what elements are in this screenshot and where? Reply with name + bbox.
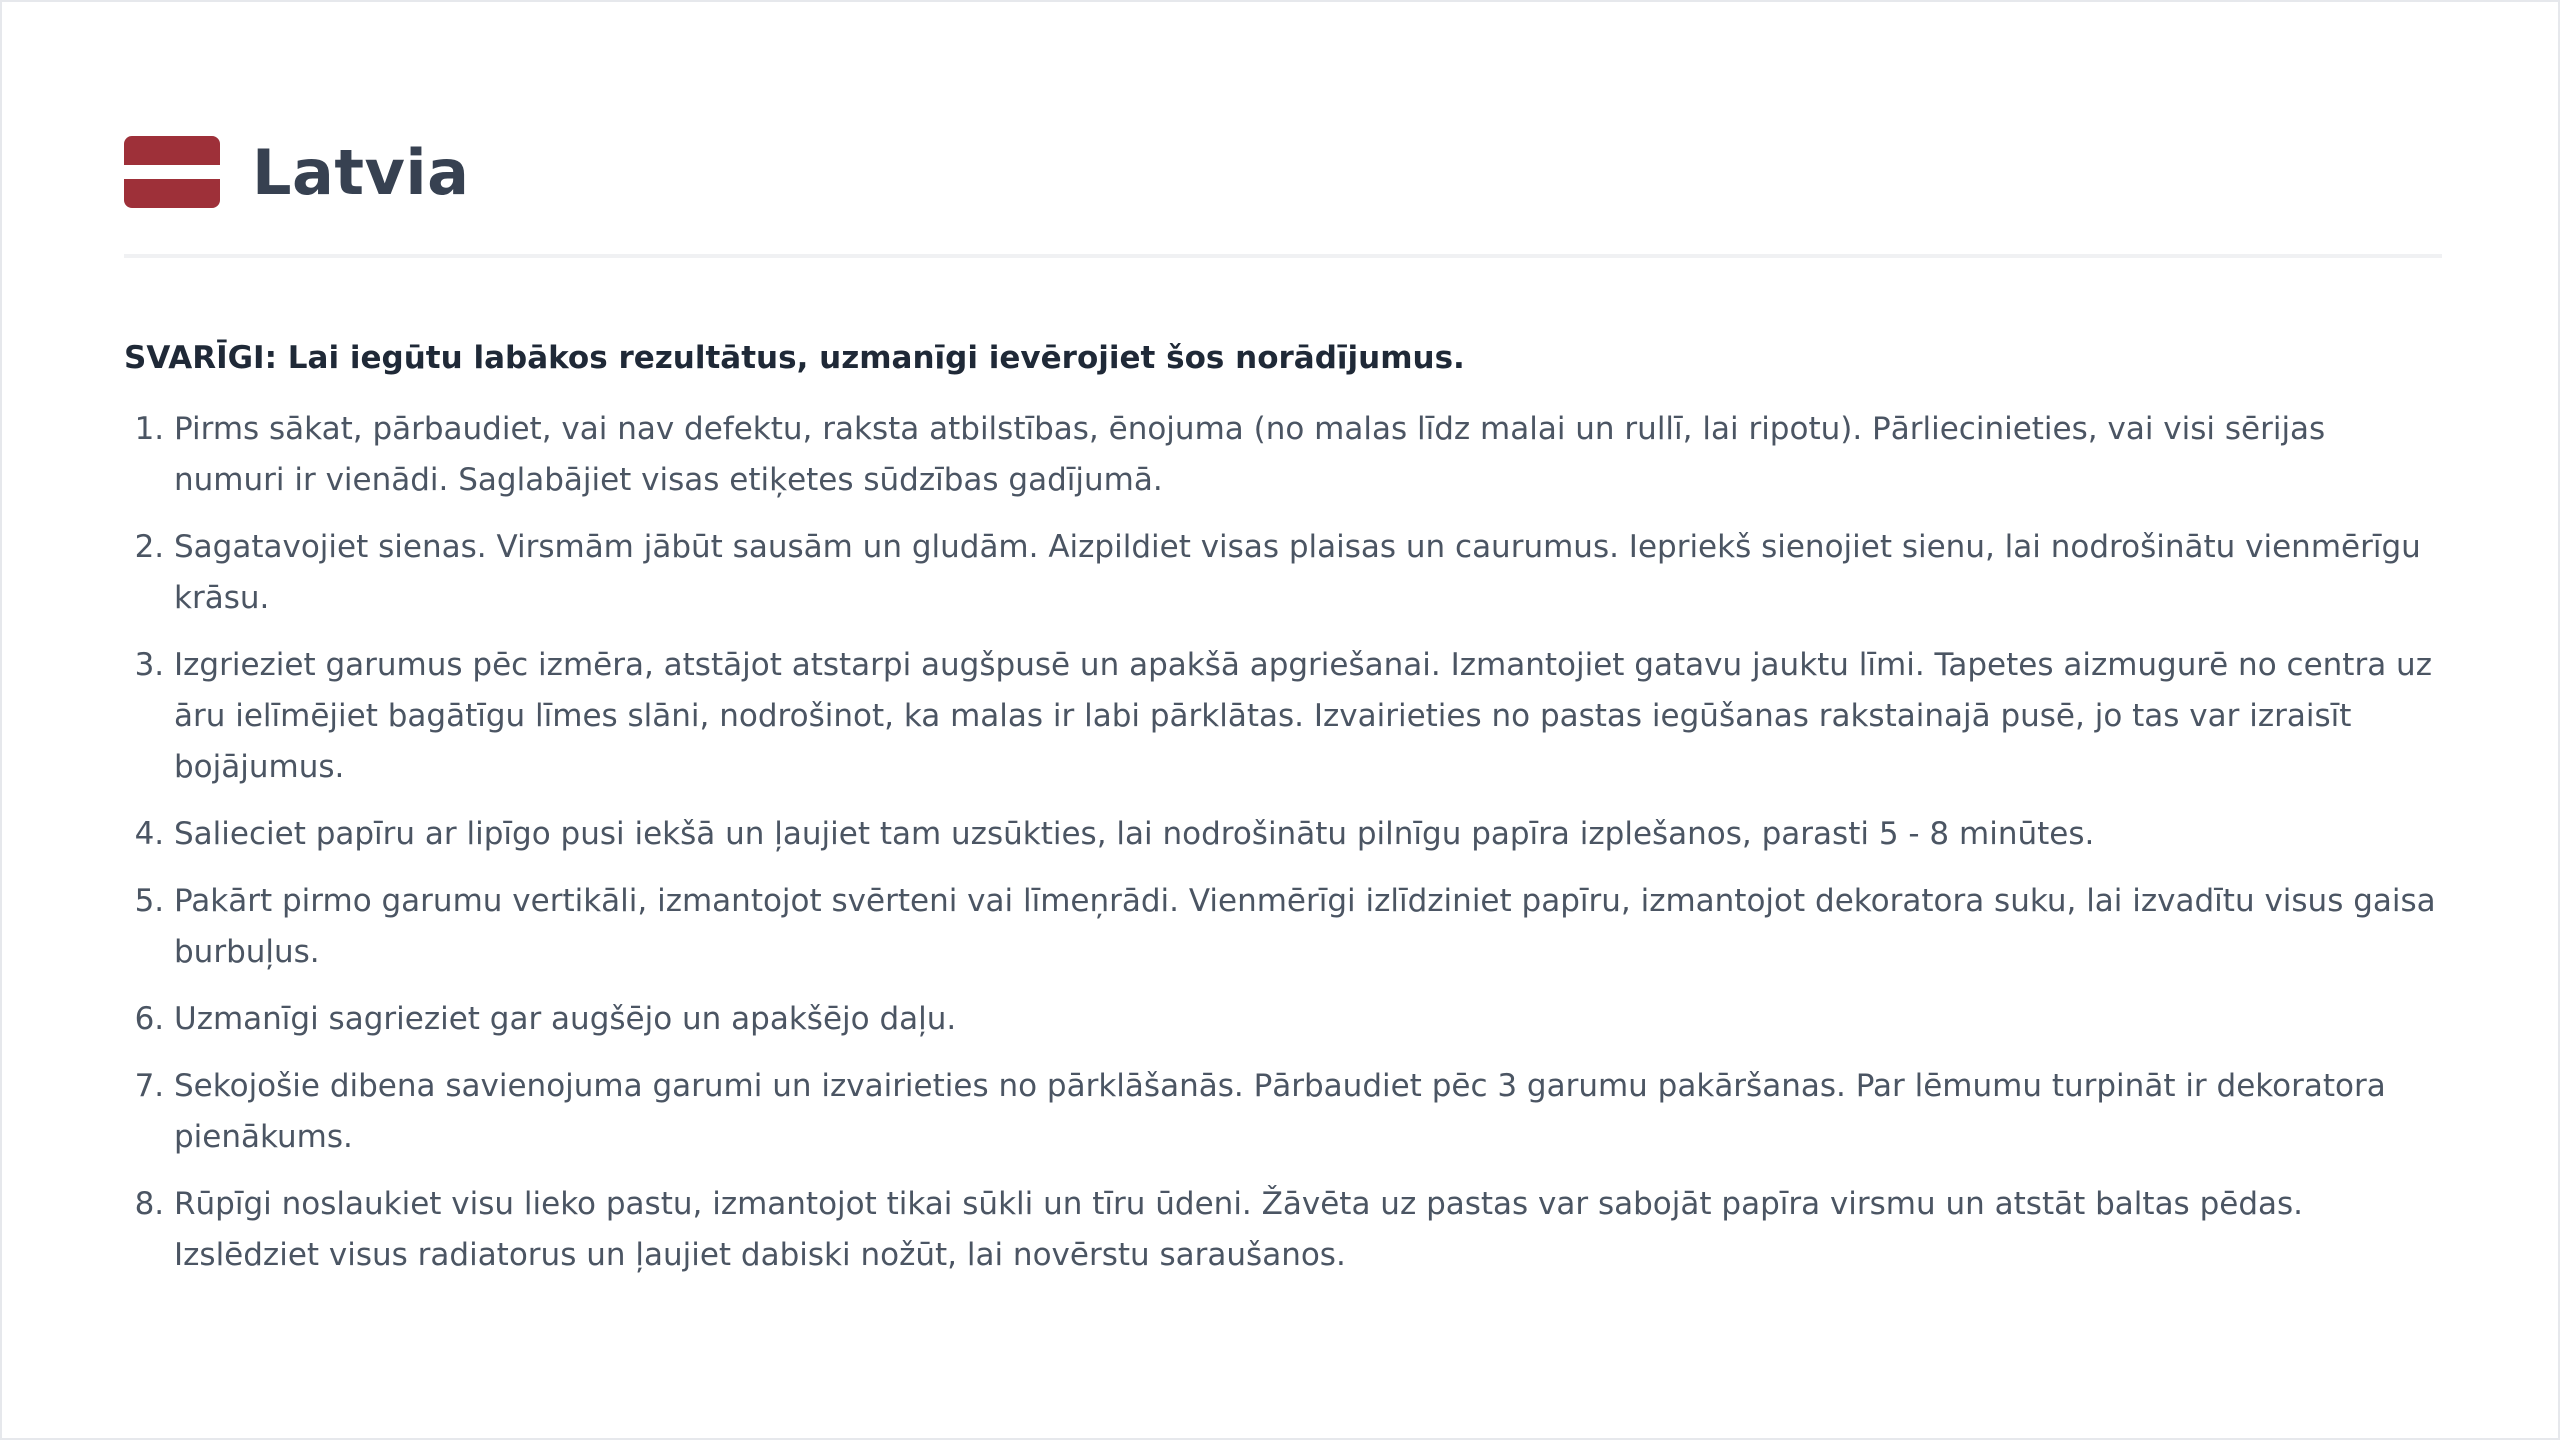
- step-item: 8. Rūpīgi noslaukiet visu lieko pastu, izmantojot tikai sūkli un tīru ūdeni. Žāvēta uz pastas var sabojāt papīra virsmu un atstāt baltas pēdas. Izslēdziet visus radiatorus un ļaujiet dabiski nožūt, lai novērstu saraušanos.: [174, 1179, 2442, 1281]
- step-item: 2. Sagatavojiet sienas. Virsmām jābūt sausām un gludām. Aizpildiet visas plaisas un caurumus. Iepriekš sienojiet sienu, lai nodrošinātu vienmērīgu krāsu.: [174, 522, 2442, 624]
- step-item: 7. Sekojošie dibena savienojuma garumi un izvairieties no pārklāšanās. Pārbaudiet pēc 3 garumu pakāršanas. Par lēmumu turpināt ir dekoratora pienākums.: [174, 1061, 2442, 1163]
- page-title: Latvia: [252, 135, 470, 209]
- header-divider: [124, 254, 2442, 258]
- page-header: [124, 122, 2442, 222]
- important-note: SVARĪGI: Lai iegūtu labākos rezultātus, uzmanīgi ievērojiet šos norādījumus.: [124, 340, 1465, 376]
- page-content: [124, 122, 2442, 1322]
- step-item: 3. Izgrieziet garumus pēc izmēra, atstājot atstarpi augšpusē un apakšā apgriešanai. Izmantojiet gatavu jauktu līmi. Tapetes aizmugurē no centra uz āru ielīmējiet bagātīgu līmes slāni, nodrošinot, ka malas ir labi pārklātas. Izvairieties no pastas iegūšanas rakstainajā pusē, jo tas var izraisīt bojājumus.: [174, 640, 2442, 793]
- step-item: 5. Pakārt pirmo garumu vertikāli, izmantojot svērteni vai līmeņrādi. Vienmērīgi izlīdziniet papīru, izmantojot dekoratora suku, lai izvadītu visus gaisa burbuļus.: [174, 876, 2442, 978]
- step-item: 4. Salieciet papīru ar lipīgo pusi iekšā un ļaujiet tam uzsūkties, lai nodrošinātu pilnīgu papīra izplešanos, parasti 5 - 8 minūtes.: [174, 809, 2442, 860]
- step-item: 6. Uzmanīgi sagrieziet gar augšējo un apakšējo daļu.: [174, 994, 2442, 1045]
- latvia-flag-icon: [124, 136, 220, 208]
- flag-stripe-middle: [124, 165, 220, 179]
- flag-stripe-top: [124, 136, 220, 165]
- flag-stripe-bottom: [124, 179, 220, 208]
- instruction-steps: [124, 404, 2442, 1281]
- step-item: 1. Pirms sākat, pārbaudiet, vai nav defektu, raksta atbilstības, ēnojuma (no malas līdz malai un rullī, lai ripotu). Pārliecinieties, vai visi sērijas numuri ir vienādi. Saglabājiet visas etiķetes sūdzības gadījumā.: [174, 404, 2442, 506]
